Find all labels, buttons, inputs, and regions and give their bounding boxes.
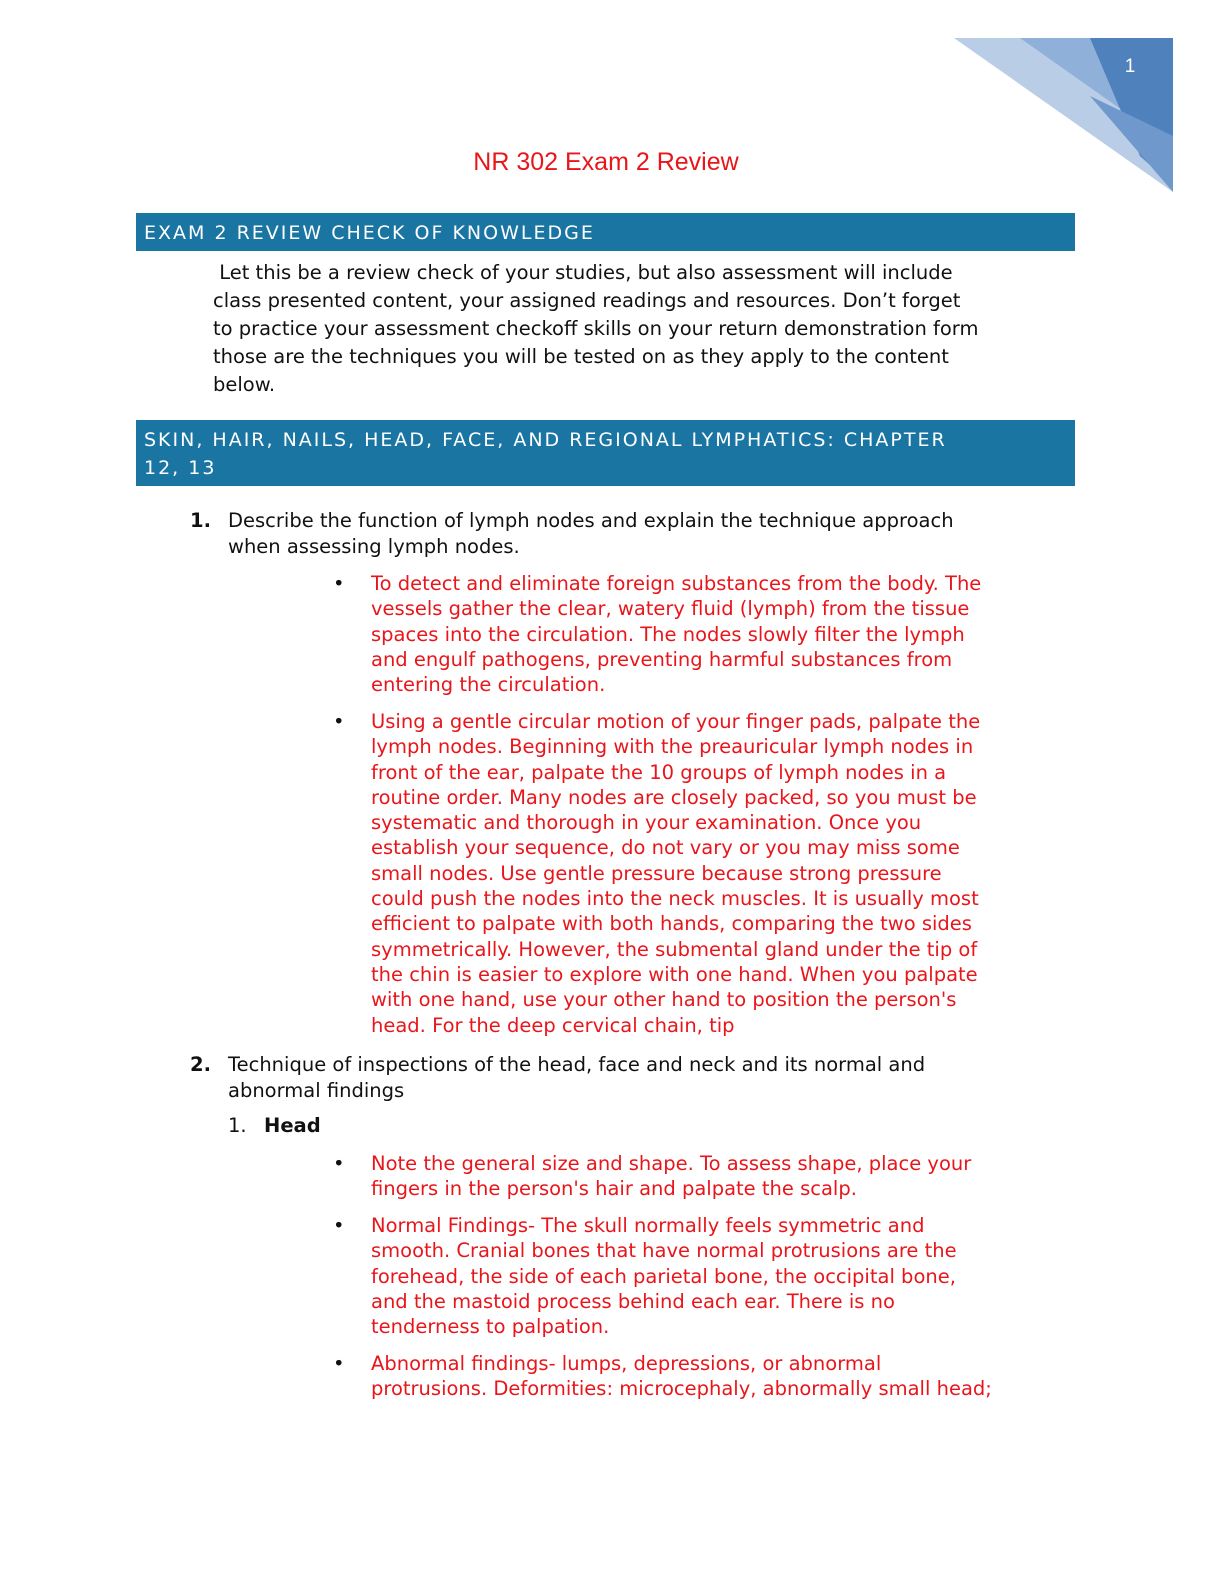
answer-bullet: [333, 1351, 1058, 1402]
answer-line: front of the ear, palpate the 10 groups of lymph nodes in a: [371, 760, 947, 784]
section-header-exam-review: [136, 213, 1075, 251]
intro-line: class presented content, your assigned readings and resources. Don’t forget: [213, 289, 961, 312]
intro-line: below.: [213, 373, 276, 396]
answer-bullet: [333, 709, 1058, 1038]
subheading-head: [228, 1113, 628, 1139]
document-title: NR 302 Exam 2 Review: [473, 148, 739, 176]
answer-line: the chin is easier to explore with one hand. When you palpate: [371, 962, 978, 986]
question-line: when assessing lymph nodes.: [228, 534, 520, 558]
question-2: [190, 1052, 1050, 1103]
answer-line: lymph nodes. Beginning with the preauricular lymph nodes in: [371, 735, 974, 759]
bullet-icon: •: [333, 572, 345, 595]
intro-line: to practice your assessment checkoff skills on your return demonstration form: [213, 317, 979, 340]
answer-line: smooth. Cranial bones that have normal protrusions are the: [371, 1239, 957, 1263]
answer-line: spaces into the circulation. The nodes slowly filter the lymph: [371, 622, 965, 646]
answer-bullet: [333, 571, 1058, 697]
question-line: Describe the function of lymph nodes and explain the technique approach: [228, 509, 954, 532]
answer-line: small nodes. Use gentle pressure because strong pressure: [371, 861, 942, 885]
answer-line: with one hand, use your other hand to position the person's: [371, 988, 957, 1012]
answer-line: head. For the deep cervical chain, tip: [371, 1013, 735, 1037]
answer-line: vessels gather the clear, watery fluid (lymph) from the tissue: [371, 597, 970, 621]
bullet-icon: •: [333, 710, 345, 733]
section-header-skin-hair-nails: [136, 420, 1075, 486]
bullet-icon: •: [333, 1352, 345, 1375]
answer-line: Abnormal findings- lumps, depressions, or abnormal: [371, 1352, 882, 1375]
subheading-label: Head: [264, 1114, 321, 1137]
answer-bullet: [333, 1151, 1058, 1202]
answer-bullet: [333, 1213, 1058, 1339]
bullet-icon: •: [333, 1214, 345, 1237]
answer-line: systematic and thorough in your examination. Once you: [371, 811, 922, 835]
answer-line: forehead, the side of each parietal bone, the occipital bone,: [371, 1264, 956, 1288]
answer-line: entering the circulation.: [371, 673, 606, 697]
answer-line: Using a gentle circular motion of your finger pads, palpate the: [371, 710, 981, 733]
answer-line: tenderness to palpation.: [371, 1315, 610, 1339]
subheading-number: 1.: [228, 1114, 247, 1137]
intro-line: those are the techniques you will be tested on as they apply to the content: [213, 345, 949, 368]
answer-line: and engulf pathogens, preventing harmful substances from: [371, 647, 953, 671]
section-header-text: SKIN, HAIR, NAILS, HEAD, FACE, AND REGIONAL LYMPHATICS: CHAPTER: [144, 429, 947, 451]
section-header-text-continued: 12, 13: [144, 457, 217, 479]
page-number: 1: [1124, 56, 1136, 77]
answer-line: and the mastoid process behind each ear. There is no: [371, 1289, 895, 1313]
answer-line: symmetrically. However, the submental gland under the tip of: [371, 937, 978, 961]
answer-line: Normal Findings- The skull normally feels symmetric and: [371, 1214, 925, 1237]
answer-line: could push the nodes into the neck muscles. It is usually most: [371, 887, 979, 911]
question-line: abnormal findings: [228, 1078, 405, 1102]
bullet-icon: •: [333, 1152, 345, 1175]
intro-paragraph: [213, 259, 1073, 399]
question-line: Technique of inspections of the head, face and neck and its normal and: [228, 1053, 926, 1076]
answer-line: establish your sequence, do not vary or you may miss some: [371, 836, 960, 860]
intro-line: Let this be a review check of your studies, but also assessment will include: [213, 261, 953, 284]
answer-line: efficient to palpate with both hands, comparing the two sides: [371, 912, 972, 936]
question-number: 1.: [190, 509, 211, 532]
section-header-text: EXAM 2 REVIEW CHECK OF KNOWLEDGE: [144, 222, 595, 244]
answer-line: To detect and eliminate foreign substances from the body. The: [371, 572, 982, 595]
answer-line: Note the general size and shape. To assess shape, place your: [371, 1152, 972, 1175]
question-1: [190, 508, 1050, 559]
answer-line: routine order. Many nodes are closely packed, so you must be: [371, 785, 977, 809]
answer-line: fingers in the person's hair and palpate the scalp.: [371, 1177, 857, 1201]
answer-line: protrusions. Deformities: microcephaly, abnormally small head;: [371, 1377, 992, 1401]
question-number: 2.: [190, 1053, 211, 1076]
